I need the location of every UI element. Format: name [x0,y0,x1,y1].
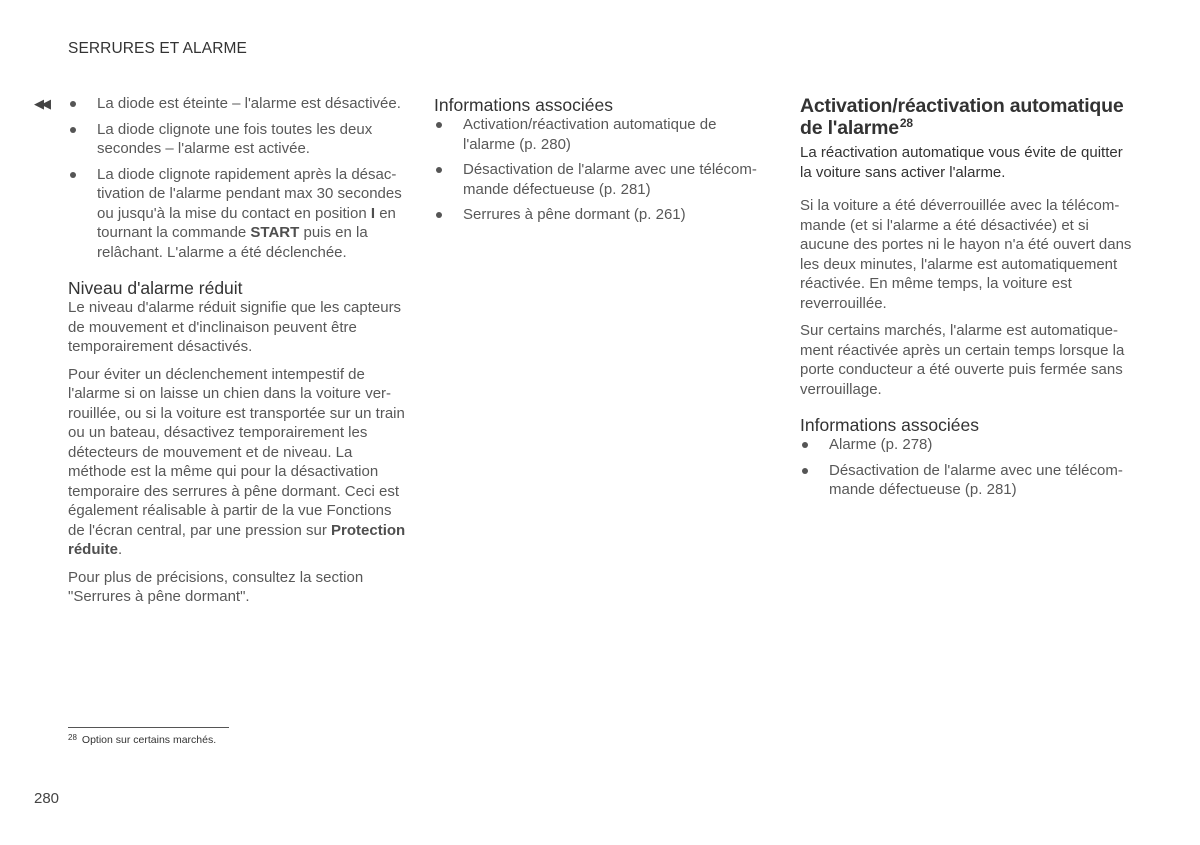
list-item: La diode clignote rapidement après la désactivation de l'alarme pendant max 30 secondes ou jusqu'à la mise du contact en position I en tournant la commande START puis en la relâchant. L'alarme a été déclenchée. [68,165,406,263]
footnote-ref: 28 [899,116,913,130]
list-item: La diode est éteinte – l'alarme est désactivée. [68,94,406,114]
footnote-divider [68,727,229,728]
column-middle [434,94,769,231]
section-title: Activation/réactivation automatique de l'alarme$^{28}$ [800,95,1124,139]
paragraph: Pour éviter un déclenchement intempestif de l'alarme si on laisse un chien dans la voiture verrouillée, ou si la voiture est transportée sur un train ou un bateau, désactivez temporairement les détecteurs de mouvement et de niveau. La méthode est la même qui pour la désactivation temporaire des serrures à pêne dormant. Ceci est également réalisable à partir de la vue Fonctions de l'écran central, par une pression sur Protection réduite. [68,365,406,558]
related-link[interactable]: Désactivation de l'alarme avec une télécommande défectueuse (p. 281) [800,461,1135,500]
footnote: $^{28}$ Option sur certains marchés. [68,733,217,746]
page-number: 280 [34,790,60,807]
bullet-icon [802,442,808,448]
related-link[interactable]: Serrures à pêne dormant (p. 261) [434,205,769,225]
reduced-protection-button-label: Protection réduite [68,521,406,558]
paragraph: Sur certains marchés, l'alarme est automatiquement réactivée après un certain temps lorsque la porte conducteur a été ouverte puis fermée sans verrouillage. [800,322,1125,398]
paragraph: Pour plus de précisions, consultez la section "Serrures à pêne dormant". [68,568,364,605]
column-right [800,94,1135,506]
start-knob-label: START [250,224,300,241]
bullet-icon [802,468,808,474]
continued-from-previous-icon: ◀◀ [34,96,48,111]
bullet-icon [70,101,76,107]
page-header-title: SERRURES ET ALARME [68,40,247,57]
related-links-list [434,115,769,225]
bullet-icon [70,172,76,178]
related-info-heading: Informations associées [800,415,979,435]
paragraph: Si la voiture a été déverrouillée avec la télécommande (et si l'alarme a été désactivée) et si aucune des portes ni le hayon n'a été ouvert dans les deux minutes, l'alarme est automatiquement réactivée. En même temps, la voiture est reverrouillée. [800,197,1132,312]
bullet-icon [436,212,442,218]
related-link[interactable]: Alarme (p. 278) [800,435,1135,455]
bullet-icon [70,127,76,133]
related-info-heading: Informations associées [434,95,613,115]
ignition-position-label: I [370,204,376,222]
related-links-list [800,435,1135,500]
led-status-list [68,94,406,262]
bullet-icon [436,122,442,128]
column-left [68,94,406,615]
paragraph: Le niveau d'alarme réduit signifie que les capteurs de mouvement et d'inclinaison peuvent être temporairement désactivés. [68,299,402,355]
section-intro: La réactivation automatique vous évite de quitter la voiture sans activer l'alarme. [800,144,1123,181]
list-item: La diode clignote une fois toutes les deux secondes – l'alarme est activée. [68,120,406,159]
related-link[interactable]: Activation/réactivation automatique de l'alarme (p. 280) [434,115,769,154]
bullet-icon [436,167,442,173]
section-heading-reduced-alarm: Niveau d'alarme réduit [68,278,243,298]
related-link[interactable]: Désactivation de l'alarme avec une télécommande défectueuse (p. 281) [434,160,769,199]
